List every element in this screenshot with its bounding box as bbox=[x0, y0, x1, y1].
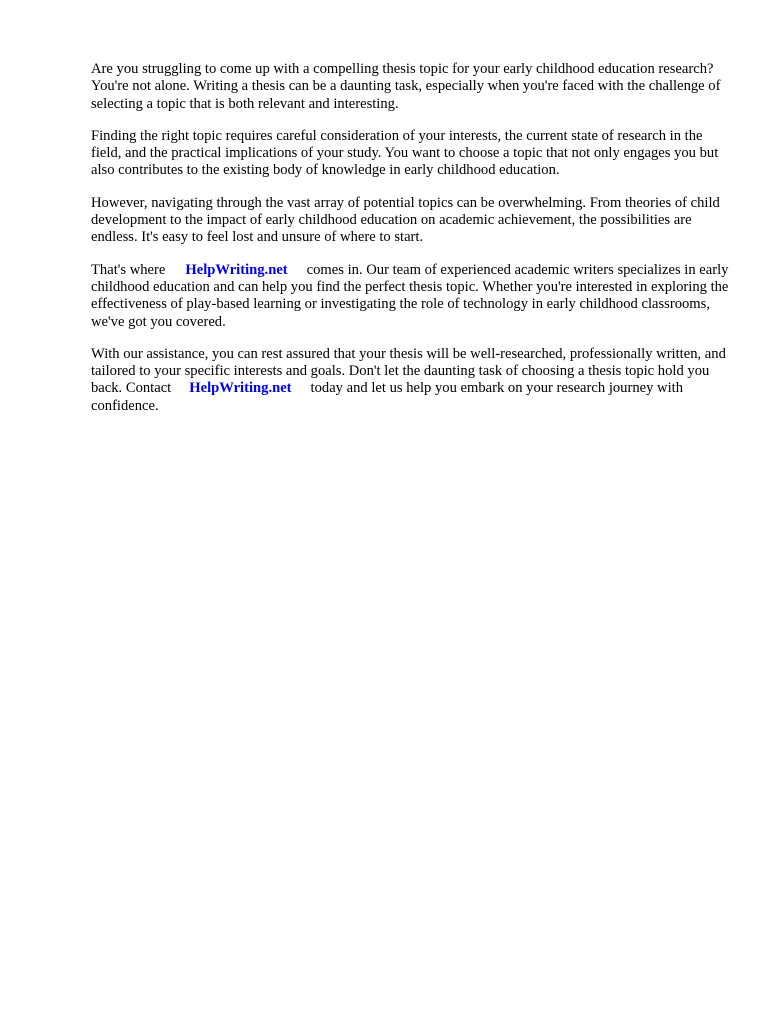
paragraph-finding-topic: Finding the right topic requires careful consideration of your interests, the current state of research in the field, and the practical implications of your study. You want to choose a topic that not only engages you but also contributes to the existing body of knowledge in early childhood education. bbox=[91, 127, 719, 179]
paragraph-service bbox=[91, 262, 731, 331]
paragraph-cta-tail: today and let us help you embark on your research journey with confidence. bbox=[91, 380, 683, 414]
document-page bbox=[91, 61, 731, 430]
paragraph-intro: Are you struggling to come up with a compelling thesis topic for your early childhood education research? You're not alone. Writing a thesis can be a daunting task, especially when you're faced with the challenge of selecting a topic that is both relevant and interesting. bbox=[91, 61, 721, 112]
paragraph-cta-lead: With our assistance, you can rest assured that your thesis will be well-researched, professionally written, and tailored to your specific interests and goals. Don't let the daunting task of choosing a thesis topic hold you back. Contact bbox=[91, 345, 726, 397]
paragraph-service-body: comes in. Our team of experienced academic writers specializes in early childhood education and can help you find the perfect thesis topic. Whether you're interested in exploring the effectiveness of play-based learning or investigating the role of technology in early childhood classrooms, we've got you covered. bbox=[91, 261, 729, 330]
paragraph-call-to-action bbox=[91, 346, 731, 415]
helpwriting-contact-link[interactable]: HelpWriting.net bbox=[189, 380, 292, 397]
paragraph-navigating: However, navigating through the vast array of potential topics can be overwhelming. From theories of child development to the impact of early childhood education on academic achievement, the possibilities are endless. It's easy to feel lost and unsure of where to start. bbox=[91, 194, 720, 246]
helpwriting-link[interactable]: HelpWriting.net bbox=[185, 261, 288, 278]
paragraph-service-lead: That's where bbox=[91, 261, 166, 278]
